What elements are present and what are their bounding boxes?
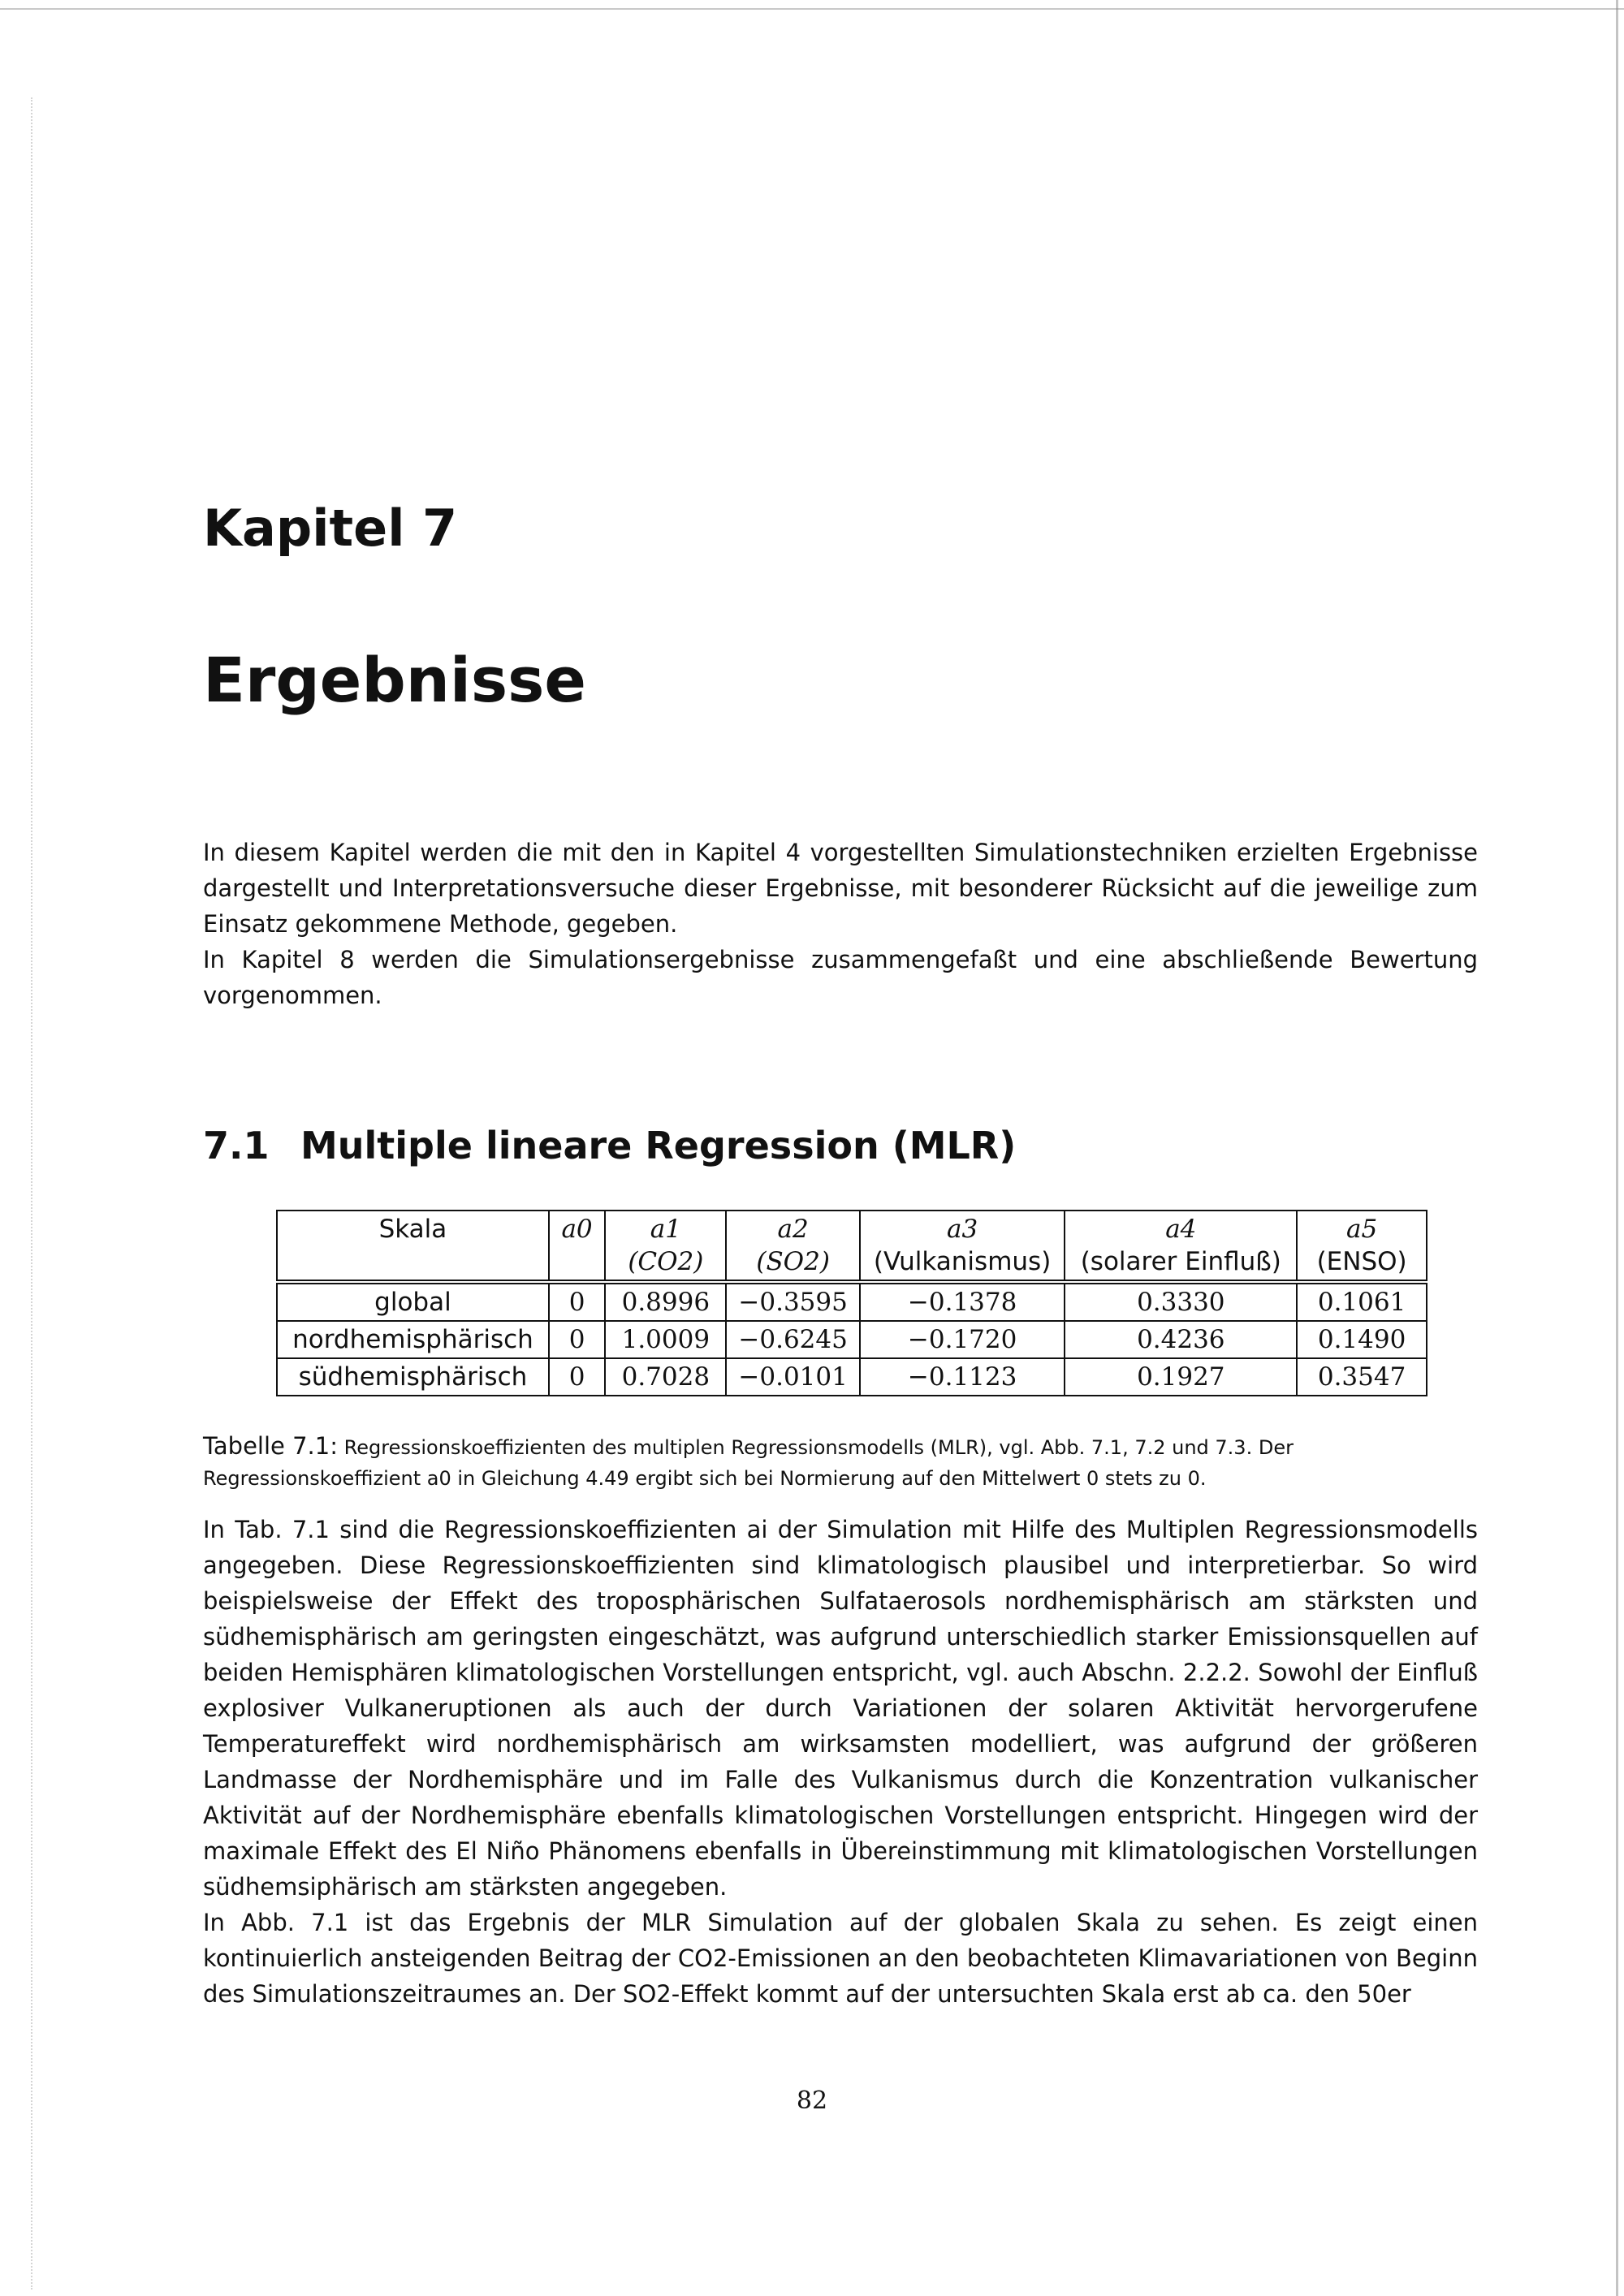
scan-edge-top: [0, 8, 1624, 10]
cell-a0: 0: [549, 1282, 605, 1321]
header-scale: Skala: [277, 1211, 549, 1282]
cell-a5: 0.1061: [1297, 1282, 1427, 1321]
cell-scale: nordhemisphärisch: [277, 1321, 549, 1358]
caption-label: Tabelle 7.1:: [203, 1432, 338, 1460]
chapter-title: Ergebnisse: [203, 644, 586, 716]
cell-scale: global: [277, 1282, 549, 1321]
intro-text: [203, 835, 1478, 1013]
section-heading: [203, 1124, 1017, 1167]
header-a4: a4 (solarer Einfluß): [1065, 1211, 1297, 1282]
cell-a4: 0.1927: [1065, 1358, 1297, 1396]
cell-a2: −0.0101: [726, 1358, 859, 1396]
cell-a3: −0.1123: [860, 1358, 1065, 1396]
cell-a0: 0: [549, 1321, 605, 1358]
cell-a5: 0.3547: [1297, 1358, 1427, 1396]
cell-a1: 0.8996: [605, 1282, 726, 1321]
table-row: [277, 1321, 1427, 1358]
cell-a1: 0.7028: [605, 1358, 726, 1396]
cell-a4: 0.3330: [1065, 1282, 1297, 1321]
intro-paragraph-1: In diesem Kapitel werden die mit den in Kapitel 4 vorgestellten Simulationstechniken erzielten Ergebnisse dargestellt und Interpretationsversuche dieser Ergebnisse, mit besonderer Rücksicht auf die jeweilige zum Einsatz gekommene Methode, gegeben.: [203, 839, 1478, 938]
cell-a5: 0.1490: [1297, 1321, 1427, 1358]
scan-edge-right: [1616, 0, 1618, 2296]
cell-scale: südhemisphärisch: [277, 1358, 549, 1396]
cell-a3: −0.1378: [860, 1282, 1065, 1321]
header-a2: a2 (SO2): [726, 1211, 859, 1282]
table-header-row: [277, 1211, 1427, 1282]
cell-a2: −0.6245: [726, 1321, 859, 1358]
caption-text: Regressionskoeffizienten des multiplen Regressionsmodells (MLR), vgl. Abb. 7.1, 7.2 und 7.3. Der Regressionskoeffizient a0 in Gleichung 4.49 ergibt sich bei Normierung auf den Mittelwert 0 stets zu 0.: [203, 1436, 1294, 1490]
scan-edge-left: [31, 97, 32, 2290]
header-a5: a5 (ENSO): [1297, 1211, 1427, 1282]
section-title: Multiple lineare Regression (MLR): [300, 1124, 1017, 1167]
header-a3: a3 (Vulkanismus): [860, 1211, 1065, 1282]
body-text: [203, 1512, 1478, 2012]
table-row: [277, 1282, 1427, 1321]
header-a0: a0: [549, 1211, 605, 1282]
cell-a1: 1.0009: [605, 1321, 726, 1358]
cell-a0: 0: [549, 1358, 605, 1396]
table-caption: [203, 1431, 1478, 1494]
cell-a2: −0.3595: [726, 1282, 859, 1321]
regression-coefficient-table: [276, 1210, 1427, 1396]
header-a1: a1 (CO2): [605, 1211, 726, 1282]
table-row: [277, 1358, 1427, 1396]
cell-a3: −0.1720: [860, 1321, 1065, 1358]
body-paragraph-1: In Tab. 7.1 sind die Regressionskoeffizienten ai der Simulation mit Hilfe des Multiplen Regressionsmodells angegeben. Diese Regressionskoeffizienten sind klimatologisch plausibel und interpretierbar. So wird beispielsweise der Effekt des troposphärischen Sulfataerosols nordhemisphärisch am stärksten und südhemisphärisch am geringsten eingeschätzt, was aufgrund unterschiedlich starker Emissionsquellen auf beiden Hemisphären klimatologischen Vorstellungen entspricht, vgl. auch Abschn. 2.2.2. Sowohl der Einfluß explosiver Vulkaneruptionen als auch der durch Variationen der solaren Aktivität hervorgerufene Temperatureffekt wird nordhemisphärisch am wirksamsten modelliert, was aufgrund der größeren Landmasse der Nordhemisphäre und im Falle des Vulkanismus durch die Konzentration vulkanischer Aktivität auf der Nordhemisphäre ebenfalls klimatologischen Vorstellungen entspricht. Hingegen wird der maximale Effekt des El Niño Phänomens ebenfalls in Übereinstimmung mit klimatologischen Vorstellungen südhemsiphärisch am stärksten angegeben.: [203, 1516, 1478, 1901]
intro-paragraph-2: In Kapitel 8 werden die Simulationsergebnisse zusammengefaßt und eine abschließende Bewertung vorgenommen.: [203, 946, 1478, 1009]
chapter-label: Kapitel 7: [203, 498, 458, 558]
page-number: 82: [796, 2087, 828, 2115]
section-number: 7.1: [203, 1124, 270, 1167]
cell-a4: 0.4236: [1065, 1321, 1297, 1358]
body-paragraph-2: In Abb. 7.1 ist das Ergebnis der MLR Simulation auf der globalen Skala zu sehen. Es zeigt einen kontinuierlich ansteigenden Beitrag der CO2-Emissionen an den beobachteten Klimavariationen von Beginn des Simulationszeitraumes an. Der SO2-Effekt kommt auf der untersuchten Skala erst ab ca. den 50er: [203, 1909, 1478, 2008]
